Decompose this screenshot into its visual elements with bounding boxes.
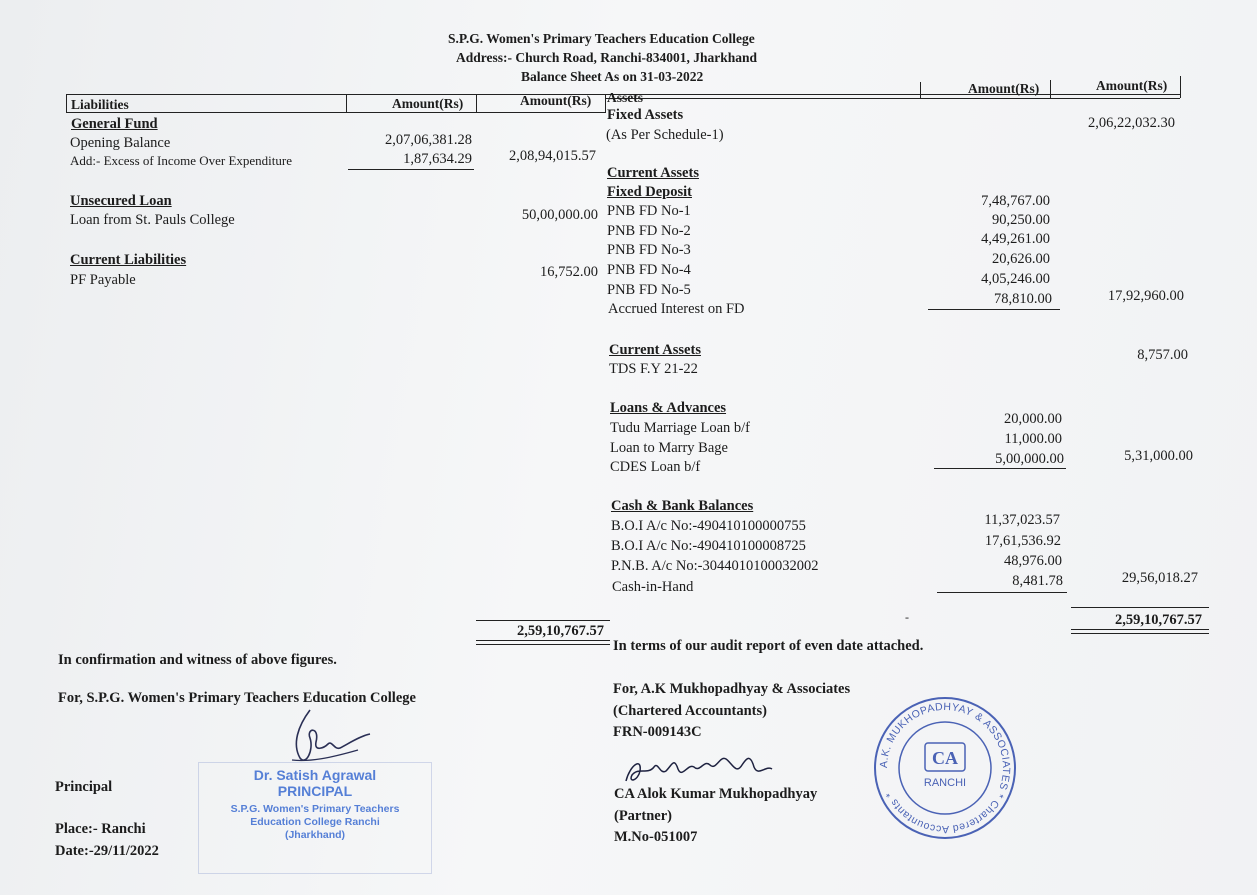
tds-value: 8,757.00 (1137, 347, 1188, 363)
col-amount-assets-2: Amount(Rs) (1096, 78, 1168, 93)
dash-mark: - (905, 610, 909, 624)
unsecured-loan-value: 50,00,000.00 (521, 207, 598, 223)
subtotal-rule (348, 169, 474, 170)
cash-bank-heading: Cash & Bank Balances (611, 498, 754, 514)
sheet-title: Balance Sheet As on 31-03-2022 (521, 69, 704, 84)
unsecured-loan-label: Loan from St. Pauls College (70, 212, 235, 228)
header-divider (1050, 80, 1051, 98)
seal-ring-text: A.K. MUKHOPADHYAY & ASSOCIATES * Chartered Accountants * (877, 700, 1013, 836)
fixed-assets-value: 2,06,22,032.30 (1088, 115, 1175, 131)
bank-label: P.N.B. A/c No:-3044010100032002 (611, 558, 819, 574)
header-divider (476, 94, 477, 112)
fd-total: 17,92,960.00 (1107, 288, 1184, 304)
current-assets-tds-heading: Current Assets (609, 342, 701, 358)
col-assets: Assets (607, 90, 643, 105)
for-college-text: For, S.P.G. Women's Primary Teachers Education College (58, 690, 416, 706)
principal-signature (270, 700, 380, 770)
bank-value: 11,37,023.57 (984, 512, 1060, 528)
bank-value: 48,976.00 (1004, 553, 1062, 569)
liabilities-grand-total: 2,59,10,767.57 (517, 623, 604, 639)
header-divider (605, 94, 606, 112)
fd-label: Accrued Interest on FD (608, 301, 745, 317)
fd-value: 20,626.00 (992, 251, 1050, 267)
fixed-deposit-heading: Fixed Deposit (607, 184, 692, 200)
tds-label: TDS F.Y 21-22 (609, 361, 698, 377)
place-text: Place:- Ranchi (55, 821, 146, 837)
principal-stamp (198, 762, 432, 874)
header-divider (1180, 76, 1181, 98)
header-bottom-border-right (605, 98, 1180, 99)
assets-total-rule-top (1071, 607, 1209, 608)
fd-label: PNB FD No-5 (607, 282, 691, 298)
fd-label: PNB FD No-1 (607, 203, 691, 219)
fd-value: 78,810.00 (994, 291, 1052, 307)
date-text: Date:-29/11/2022 (55, 843, 159, 859)
fixed-assets-schedule: (As Per Schedule-1) (606, 127, 724, 143)
fd-label: PNB FD No-2 (607, 223, 691, 239)
loan-label: Loan to Marry Bage (610, 440, 728, 456)
frn-number: FRN-009143C (613, 724, 702, 740)
col-amount-liab-2: Amount(Rs) (520, 93, 592, 108)
stamp-line: Education College Ranchi (250, 816, 380, 828)
cash-subtotal-rule (937, 592, 1067, 593)
seal-city: RANCHI (923, 777, 967, 789)
loan-label: Tudu Marriage Loan b/f (610, 420, 751, 436)
unsecured-loan-heading: Unsecured Loan (70, 193, 172, 209)
general-fund-heading: General Fund (71, 116, 158, 132)
loan-value: 11,000.00 (1004, 431, 1062, 447)
fd-value: 7,48,767.00 (981, 193, 1050, 209)
header-bottom-border-left (66, 112, 606, 113)
loan-value: 20,000.00 (1004, 411, 1062, 427)
header-divider (66, 94, 67, 112)
stamp-title: PRINCIPAL (277, 783, 353, 799)
firm-type: (Chartered Accountants) (613, 703, 767, 719)
excess-income-value: 1,87,634.29 (403, 151, 472, 167)
bank-label: Cash-in-Hand (612, 579, 694, 595)
college-name: S.P.G. Women's Primary Teachers Education College (448, 31, 755, 46)
general-fund-total: 2,08,94,015.57 (509, 148, 596, 164)
fd-value: 4,05,246.00 (981, 271, 1050, 287)
col-amount-liab-1: Amount(Rs) (392, 96, 464, 111)
stamp-name: Dr. Satish Agrawal (253, 767, 377, 783)
excess-income-label: Add:- Excess of Income Over Expenditure (70, 153, 293, 168)
college-address: Address:- Church Road, Ranchi-834001, Jharkhand (456, 50, 758, 65)
loans-subtotal-rule (934, 468, 1066, 469)
pf-payable-value: 16,752.00 (540, 264, 598, 280)
partner-role: (Partner) (614, 808, 672, 824)
current-liabilities-heading: Current Liabilities (70, 252, 187, 268)
bank-value: 17,61,536.92 (984, 533, 1061, 549)
total-rule-top (476, 620, 610, 621)
col-amount-assets-1: Amount(Rs) (968, 81, 1040, 96)
pf-payable-label: PF Payable (70, 272, 136, 288)
bank-label: B.O.I A/c No:-490410100000755 (611, 518, 806, 534)
fd-value: 90,250.00 (992, 212, 1050, 228)
current-assets-heading: Current Assets (607, 165, 699, 181)
bank-label: B.O.I A/c No:-490410100008725 (611, 538, 806, 554)
principal-label: Principal (55, 779, 113, 795)
header-divider (346, 94, 347, 112)
firm-name: For, A.K Mukhopadhyay & Associates (613, 681, 851, 697)
fd-subtotal-rule (928, 309, 1060, 310)
loans-advances-heading: Loans & Advances (610, 400, 727, 416)
loan-label: CDES Loan b/f (610, 459, 701, 475)
fixed-assets-heading: Fixed Assets (607, 107, 684, 123)
fd-label: PNB FD No-3 (607, 242, 691, 258)
loan-value: 5,00,000.00 (995, 451, 1064, 467)
membership-number: M.No-051007 (614, 829, 698, 845)
loans-total: 5,31,000.00 (1124, 448, 1193, 464)
stamp-line: S.P.G. Women's Primary Teachers (230, 803, 400, 815)
audit-note: In terms of our audit report of even date attached. (613, 638, 924, 654)
col-liabilities: Liabilities (71, 97, 129, 112)
partner-name: CA Alok Kumar Mukhopadhyay (614, 786, 818, 802)
fd-label: PNB FD No-4 (607, 262, 691, 278)
cash-total: 29,56,018.27 (1121, 570, 1198, 586)
total-double-rule (476, 640, 610, 645)
header-divider (920, 82, 921, 98)
partner-signature (620, 745, 780, 790)
confirmation-text: In confirmation and witness of above figures. (58, 652, 337, 668)
bank-value: 8,481.78 (1012, 573, 1063, 589)
opening-balance-label: Opening Balance (70, 135, 171, 151)
fd-value: 4,49,261.00 (981, 231, 1050, 247)
assets-grand-total: 2,59,10,767.57 (1115, 612, 1202, 628)
stamp-line: (Jharkhand) (284, 829, 346, 841)
seal-logo: CA (932, 748, 958, 768)
opening-balance-value: 2,07,06,381.28 (385, 132, 472, 148)
auditor-seal (870, 693, 1020, 843)
assets-total-double-rule (1071, 629, 1209, 634)
